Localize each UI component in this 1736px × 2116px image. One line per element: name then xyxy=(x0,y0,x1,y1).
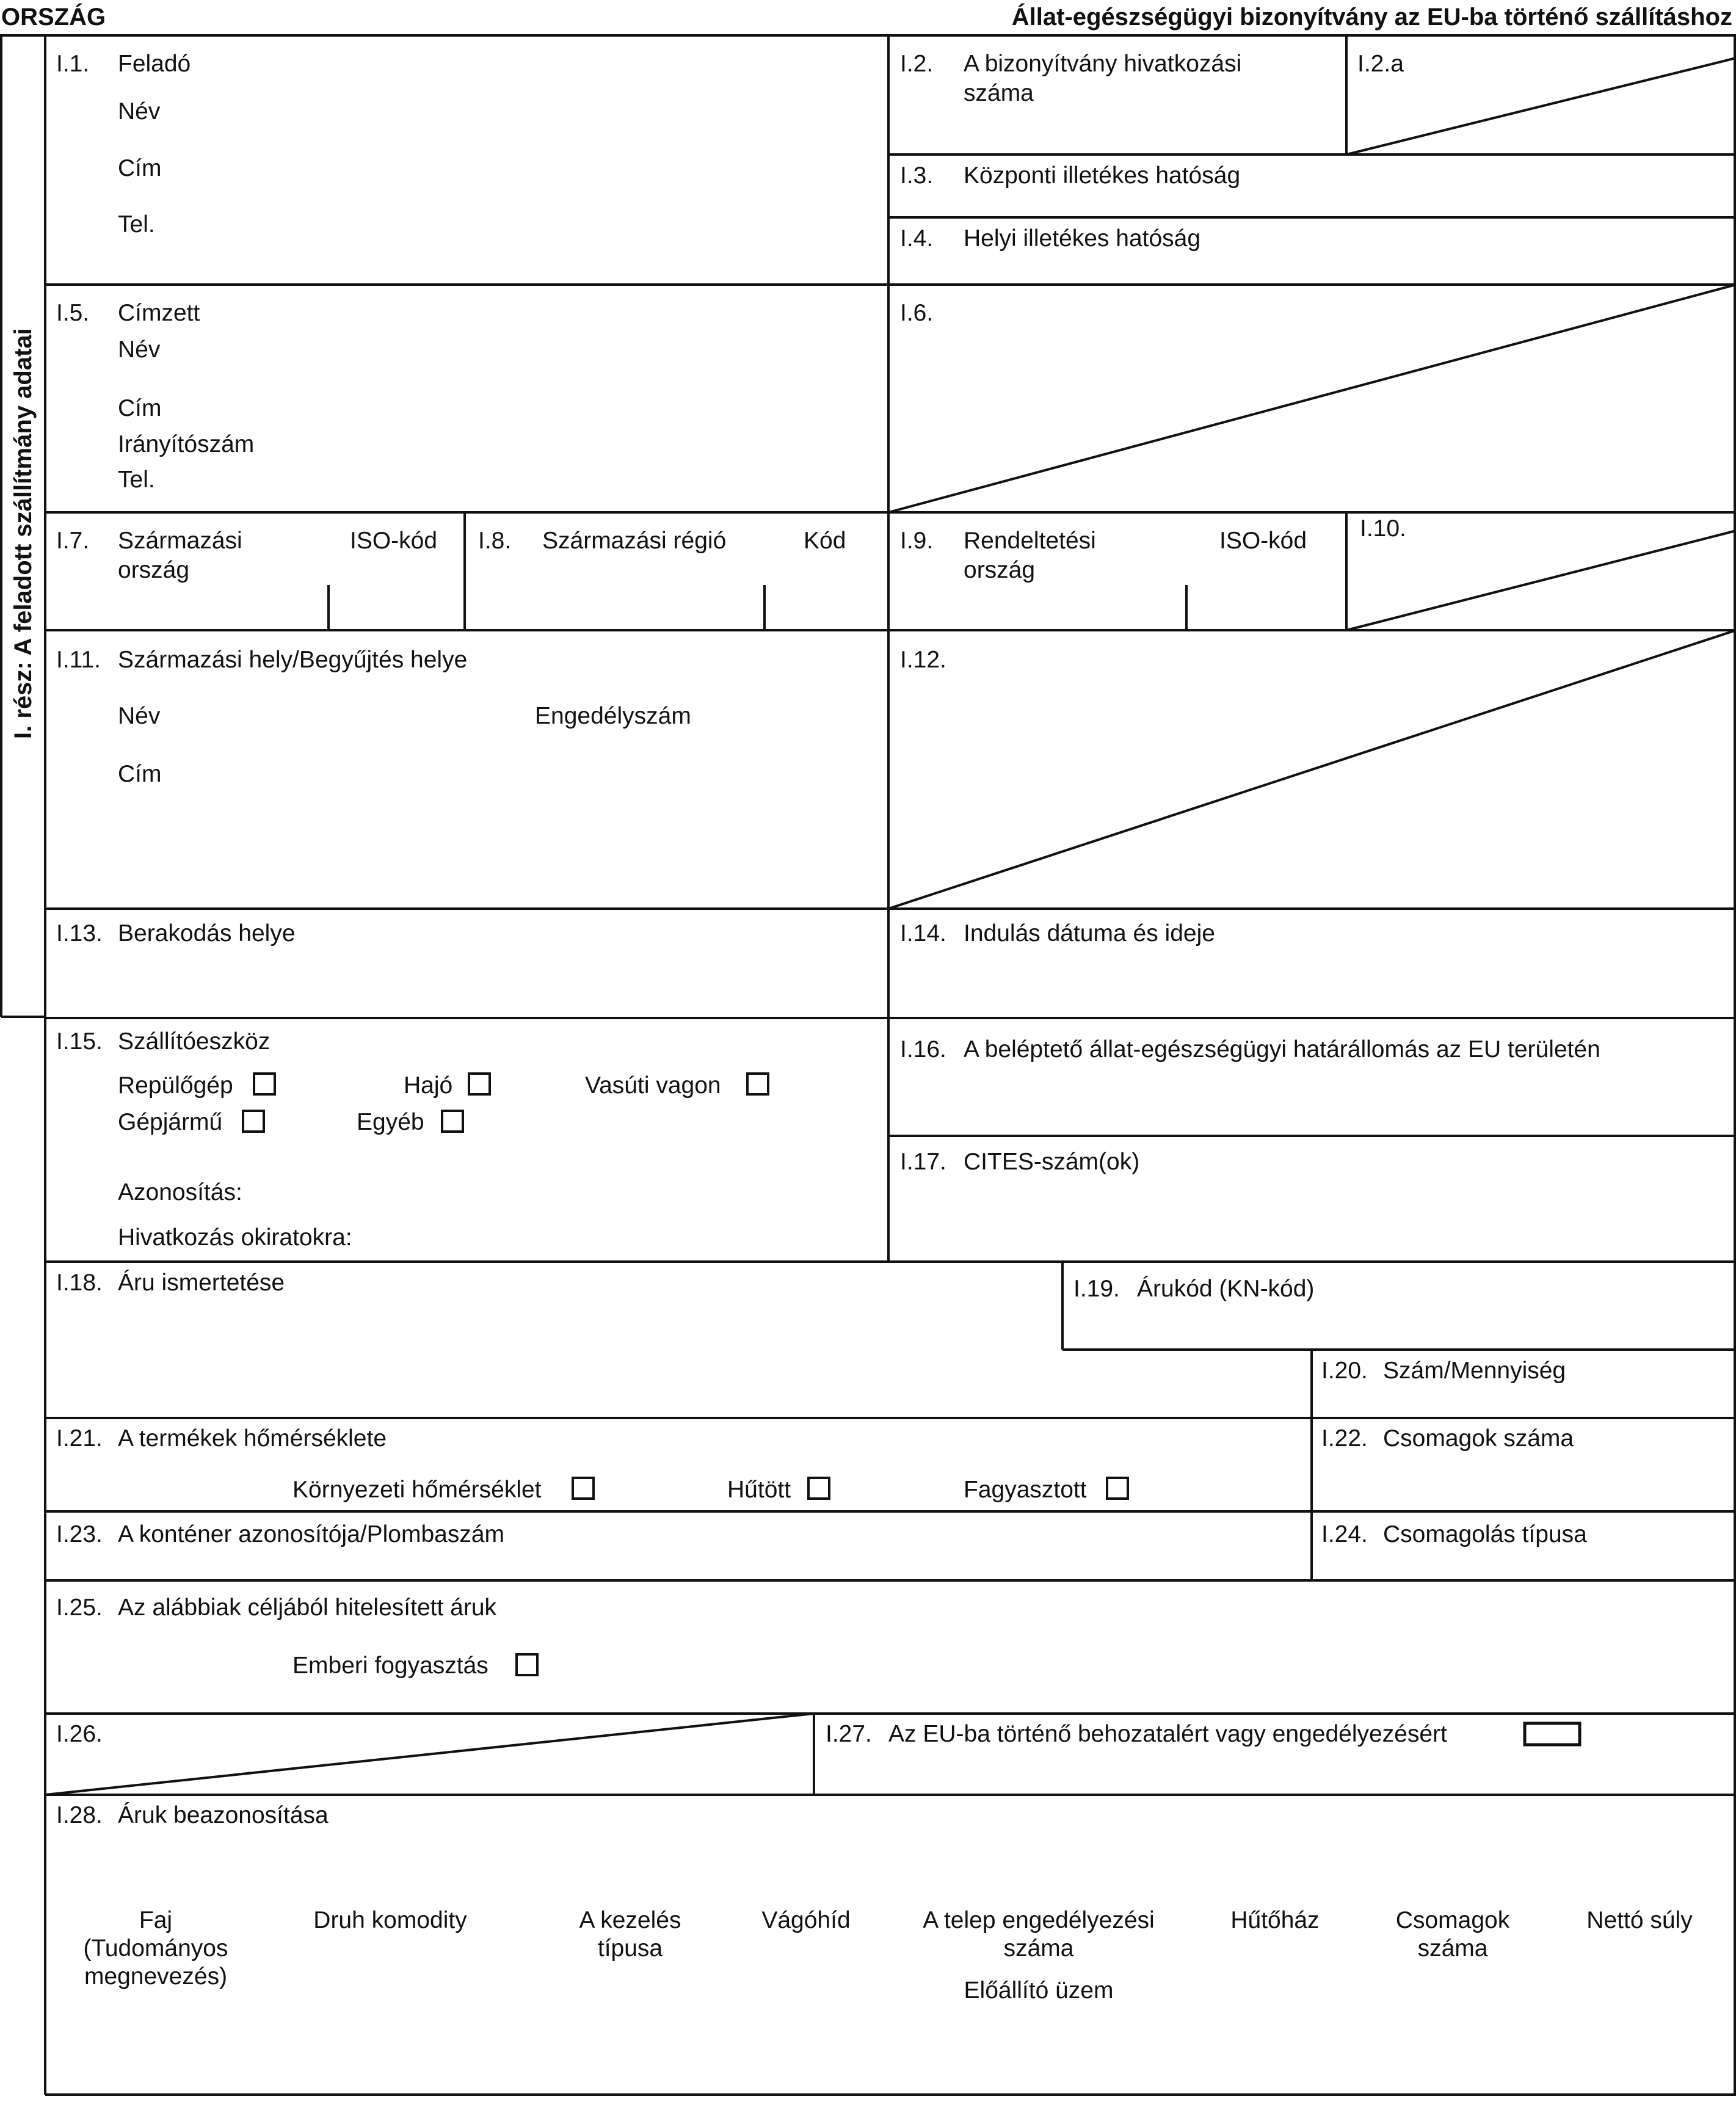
i28-column-manufacturer: Előállító üzem xyxy=(964,1977,1114,2004)
i24-title: Csomagolás típusa xyxy=(1383,1521,1587,1547)
i4-number: I.4. xyxy=(900,225,934,252)
i2-title-line1: A bizonyítvány hivatkozási xyxy=(964,51,1242,77)
i15-documents-label: Hivatkozás okiratokra: xyxy=(118,1224,352,1251)
i7-number: I.7. xyxy=(56,528,90,554)
i28-column-slaughterhouse: Vágóhíd xyxy=(761,1907,851,1933)
i7-iso-code-label: ISO-kód xyxy=(350,528,438,554)
i15-option-airplane-label: Repülőgép xyxy=(118,1072,233,1099)
i16-number: I.16. xyxy=(900,1036,946,1063)
i27-checkbox[interactable] xyxy=(1525,1723,1580,1745)
i2-title-line2: száma xyxy=(964,80,1034,106)
i28-column-species-line2: (Tudományos xyxy=(83,1935,228,1961)
i28-column-species-line3: megnevezés) xyxy=(84,1963,228,1990)
i28-title: Áruk beazonosítása xyxy=(118,1802,329,1828)
i20-title: Szám/Mennyiség xyxy=(1383,1358,1566,1384)
i15-option-road-vehicle-label: Gépjármű xyxy=(118,1109,223,1135)
i18-title: Áru ismertetése xyxy=(118,1270,285,1296)
i12-number: I.12. xyxy=(900,647,946,673)
i9-title-line1: Rendeltetési xyxy=(964,528,1096,554)
part-one-label: I. rész: A feladott szállítmány adatai xyxy=(10,328,37,739)
i21-number: I.21. xyxy=(56,1425,103,1452)
i28-column-cold-store: Hűtőház xyxy=(1230,1907,1320,1933)
i21-option-ambient-checkbox[interactable] xyxy=(572,1477,595,1500)
i15-option-other-checkbox[interactable] xyxy=(441,1110,464,1133)
i9-iso-code-label: ISO-kód xyxy=(1219,528,1307,554)
i27-number: I.27. xyxy=(826,1721,872,1747)
i20-number: I.20. xyxy=(1321,1358,1368,1384)
i18-number: I.18. xyxy=(56,1270,103,1296)
i13-number: I.13. xyxy=(56,920,103,947)
i11-approval-label: Engedélyszám xyxy=(535,703,691,729)
i28-column-packages-line2: száma xyxy=(1417,1935,1488,1961)
i5-number: I.5. xyxy=(56,300,90,326)
i15-identification-label: Azonosítás: xyxy=(118,1179,242,1205)
i21-option-chilled-checkbox[interactable] xyxy=(807,1477,830,1500)
i25-option-human-consumption-label: Emberi fogyasztás xyxy=(292,1652,488,1679)
i17-number: I.17. xyxy=(900,1149,946,1175)
i9-number: I.9. xyxy=(900,528,934,554)
i25-title: Az alábbiak céljából hitelesített áruk xyxy=(118,1594,497,1621)
i11-name-label: Név xyxy=(118,703,161,729)
i5-address-label: Cím xyxy=(118,395,162,421)
i28-number: I.28. xyxy=(56,1802,103,1828)
i5-title: Címzett xyxy=(118,300,200,326)
header-country: ORSZÁG xyxy=(1,4,106,31)
i15-title: Szállítóeszköz xyxy=(118,1028,271,1055)
i28-column-plant-approval-line2: száma xyxy=(1003,1935,1074,1961)
i21-option-chilled-label: Hűtött xyxy=(727,1477,791,1503)
i5-tel-label: Tel. xyxy=(118,467,155,493)
i1-number: I.1. xyxy=(56,51,90,77)
i24-number: I.24. xyxy=(1321,1521,1368,1547)
i26-number: I.26. xyxy=(56,1721,103,1747)
i25-number: I.25. xyxy=(56,1594,103,1621)
i15-option-road-vehicle-checkbox[interactable] xyxy=(242,1110,265,1133)
header-certificate-title: Állat-egészségügyi bizonyítvány az EU-ba történő szállításhoz xyxy=(1011,4,1732,31)
i6-number: I.6. xyxy=(900,300,934,326)
i1-name-label: Név xyxy=(118,98,161,125)
i11-address-label: Cím xyxy=(118,761,162,787)
i8-number: I.8. xyxy=(478,528,512,554)
i7-title-line1: Származási xyxy=(118,528,242,554)
i28-column-treatment-line1: A kezelés xyxy=(579,1907,681,1933)
i17-title: CITES-szám(ok) xyxy=(964,1149,1140,1175)
i8-title: Származási régió xyxy=(542,528,727,554)
i22-title: Csomagok száma xyxy=(1383,1425,1574,1452)
i7-title-line2: ország xyxy=(118,557,190,583)
i28-column-net-weight: Nettó súly xyxy=(1586,1907,1693,1933)
i14-number: I.14. xyxy=(900,920,946,947)
i23-number: I.23. xyxy=(56,1521,103,1547)
i2a-number: I.2.a xyxy=(1357,51,1404,77)
i14-title: Indulás dátuma és ideje xyxy=(964,920,1215,947)
i5-postcode-label: Irányítószám xyxy=(118,431,255,457)
i22-number: I.22. xyxy=(1321,1425,1368,1452)
i21-title: A termékek hőmérséklete xyxy=(118,1425,387,1452)
i21-option-frozen-checkbox[interactable] xyxy=(1106,1477,1129,1500)
i1-title: Feladó xyxy=(118,51,191,77)
i15-option-ship-label: Hajó xyxy=(404,1072,453,1099)
i25-option-human-consumption-checkbox[interactable] xyxy=(515,1653,539,1676)
i9-title-line2: ország xyxy=(964,557,1036,583)
i28-column-commodity: Druh komodity xyxy=(313,1907,467,1933)
i8-code-label: Kód xyxy=(804,528,846,554)
i3-title: Központi illetékes hatóság xyxy=(964,162,1241,189)
i23-title: A konténer azonosítója/Plombaszám xyxy=(118,1521,505,1547)
i5-name-label: Név xyxy=(118,336,161,363)
i19-title: Árukód (KN-kód) xyxy=(1137,1276,1315,1302)
i1-tel-label: Tel. xyxy=(118,211,155,238)
i28-column-treatment-line2: típusa xyxy=(597,1935,663,1961)
i16-title: A beléptető állat-egészségügyi határállomás az EU területén xyxy=(964,1036,1600,1063)
i28-column-plant-approval-line1: A telep engedélyezési xyxy=(923,1907,1155,1933)
i1-address-label: Cím xyxy=(118,155,162,181)
i3-number: I.3. xyxy=(900,162,934,189)
i15-option-other-label: Egyéb xyxy=(357,1109,424,1135)
i15-option-railway-wagon-label: Vasúti vagon xyxy=(585,1072,721,1099)
i4-title: Helyi illetékes hatóság xyxy=(964,225,1201,252)
i15-option-railway-wagon-checkbox[interactable] xyxy=(746,1072,769,1096)
i2-number: I.2. xyxy=(900,51,934,77)
i27-title: Az EU-ba történő behozatalért vagy engedélyezésért xyxy=(888,1721,1447,1747)
i28-column-packages-line1: Csomagok xyxy=(1395,1907,1510,1933)
i11-number: I.11. xyxy=(56,647,101,673)
i10-number: I.10. xyxy=(1360,515,1406,542)
i15-option-airplane-checkbox[interactable] xyxy=(253,1072,276,1096)
i15-number: I.15. xyxy=(56,1028,103,1055)
i19-number: I.19. xyxy=(1073,1276,1120,1302)
i21-option-ambient-label: Környezeti hőmérséklet xyxy=(292,1477,542,1503)
i28-column-species-line1: Faj xyxy=(139,1907,173,1933)
i21-option-frozen-label: Fagyasztott xyxy=(964,1477,1087,1503)
i15-option-ship-checkbox[interactable] xyxy=(468,1072,491,1096)
i11-title: Származási hely/Begyűjtés helye xyxy=(118,647,468,673)
i13-title: Berakodás helye xyxy=(118,920,296,947)
